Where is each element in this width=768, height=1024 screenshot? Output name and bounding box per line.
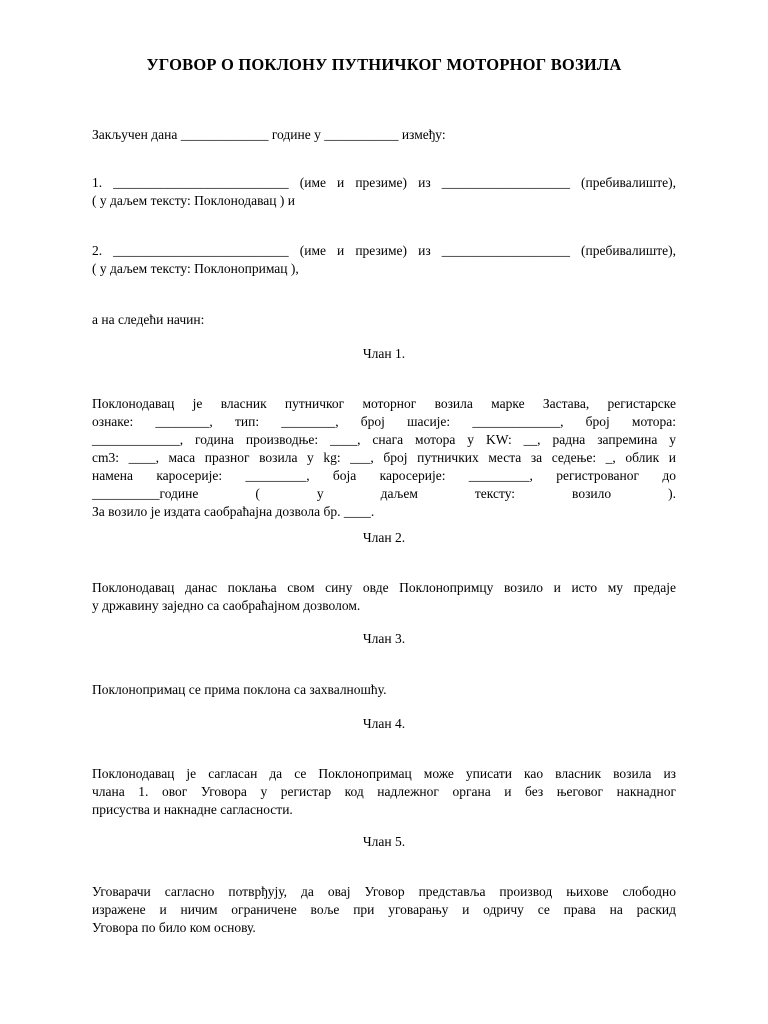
manner-line: а на следећи начин:: [92, 312, 205, 327]
article-1-body: [92, 395, 676, 521]
article-4-line: члана 1. овог Уговора у регистар код надлежног органа и без његовог накнадног: [92, 784, 676, 799]
article-4-body: [92, 765, 676, 819]
article-2-heading: Члан 2.: [362, 530, 406, 545]
article-3-body: [92, 681, 676, 699]
party-1-line-1: 1. __________________________ (име и презиме) из ___________________ (пребивалиште),: [92, 175, 676, 190]
article-3-line: Поклонопримац се прима поклона са захвалношћу.: [92, 682, 387, 697]
party-1: [92, 174, 676, 210]
party-2: [92, 242, 676, 278]
party-1-line-2: ( у даљем тексту: Поклонодавац ) и: [92, 193, 295, 208]
article-5-line: изражене и ничим ограничене воље при уговарању и одричу се права на раскид: [92, 902, 676, 917]
article-5-line: Уговарачи сагласно потврђују, да овај Уговор представља производ њихове слободно: [92, 884, 676, 899]
party-2-line-1: 2. __________________________ (име и презиме) из ___________________ (пребивалиште),: [92, 243, 676, 258]
article-1-line: cm3: ____, маса празног возила у kg: ___, број путничких места за седење: _, облик и: [92, 450, 676, 465]
article-4-heading: Члан 4.: [362, 716, 406, 731]
article-2-line: у државину заједно са саобраћајном дозволом.: [92, 598, 361, 613]
article-1-line: Поклонодавац је власник путничког моторног возила марке Застава, регистарске: [92, 396, 676, 411]
article-1-line: __________године ( у даљем тексту: возило ).: [92, 486, 676, 501]
party-2-line-2: ( у даљем тексту: Поклонопримац ),: [92, 261, 299, 276]
article-5-body: [92, 883, 676, 937]
intro-line: Закључен дана _____________ године у ___________ између:: [92, 127, 446, 142]
article-1-heading: Члан 1.: [362, 346, 406, 361]
article-1-line: намена каросерије: _________, боја каросерије: _________, регистрованог до: [92, 468, 676, 483]
article-5-heading: Члан 5.: [362, 834, 406, 849]
document-title: УГОВОР О ПОКЛОНУ ПУТНИЧКОГ МОТОРНОГ ВОЗИЛА: [146, 55, 622, 74]
article-4-line: присуства и накнадне сагласности.: [92, 802, 293, 817]
article-4-line: Поклонодавац је сагласан да се Поклонопримац може уписати као власник возила из: [92, 766, 676, 781]
article-3-heading: Члан 3.: [362, 631, 406, 646]
article-2-body: [92, 579, 676, 615]
article-2-line: Поклонодавац данас поклања свом сину овде Поклонопримцу возило и исто му предаје: [92, 580, 676, 595]
article-1-line: За возило је издата саобраћајна дозвола бр. ____.: [92, 504, 375, 519]
article-1-line: _____________, година производње: ____, снага мотора у KW: __, радна запремина у: [92, 432, 676, 447]
article-1-line: ознаке: ________, тип: ________, број шасије: _____________, број мотора:: [92, 414, 676, 429]
article-5-line: Уговора по било ком основу.: [92, 920, 256, 935]
